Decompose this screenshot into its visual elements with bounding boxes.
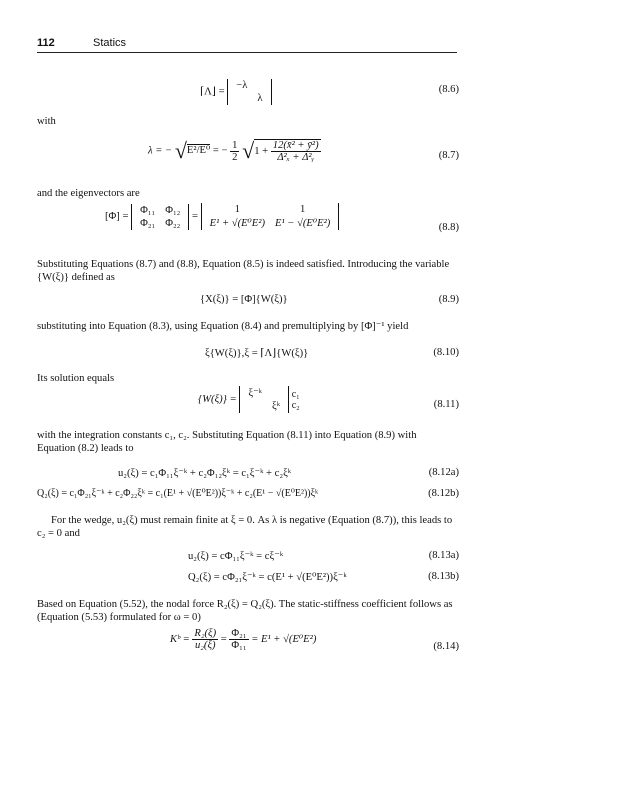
paragraph-2: substituting into Equation (8.3), using Equation (8.4) and premultiplying by [Φ]⁻¹ yield: [37, 321, 409, 332]
text-with: with: [37, 116, 56, 127]
eq88-number: (8.8): [438, 222, 459, 233]
eq86-m22: λ: [257, 93, 263, 104]
eq87-mid: = −: [212, 145, 228, 157]
eq86-number: (8.6): [438, 84, 459, 95]
equation-8-12a: u₂(ξ) = c₁Φ₁₁ξ⁻ᵏ + c₂Φ₁₂ξᵏ = c₁ξ⁻ᵏ + c₂ξᵏ: [118, 468, 292, 479]
eq88-matrix-a: Φ₁₁ Φ₁₂ Φ₂₁ Φ₂₂: [131, 204, 189, 230]
equation-8-10: ξ{W(ξ)},ξ = ⌈Λ⌋{W(ξ)}: [205, 348, 309, 359]
paragraph-5: For the wedge, u₂(ξ) must remain finite at ξ = 0. As λ is negative (Equation (8.7)), this leads to c₂ = 0 and: [37, 515, 453, 540]
eq810-number: (8.10): [433, 347, 459, 358]
eq87-lhs: λ = −: [148, 145, 173, 157]
eq87-half: $\frac{1}{2}$: [232, 139, 238, 163]
eq814-rhs: = E¹ + √(E⁰E²): [251, 633, 317, 645]
equation-8-6: [200, 79, 272, 105]
equation-8-12b: Q₂(ξ) = c₁Φ₂₁ξ⁻ᵏ + c₂Φ₂₂ξᵏ = c₁(E¹ + √(E⁰E²))ξ⁻ᵏ + c₂(E¹ − √(E⁰E²))ξᵏ: [37, 488, 319, 499]
equation-8-13b: Q₂(ξ) = cΦ₂₁ξ⁻ᵏ = c(E¹ + √(E⁰E²))ξ⁻ᵏ: [188, 572, 347, 583]
paragraph-1: Substituting Equations (8.7) and (8.8), Equation (8.5) is indeed satisfied. Introducing the variable {W(ξ)} defined as: [37, 259, 450, 284]
equation-8-7: λ = − √E²/E⁰ = − $\frac{1}{2}$ √1 + $\frac{\text{12(x̄² + ȳ²)}}{\text{Δ²ₓ + Δ²ᵧ}}$: [148, 138, 319, 163]
eq87-one-plus: 1 +: [254, 145, 269, 157]
eq812b-number: (8.12b): [428, 488, 459, 499]
header-rule: [37, 52, 457, 53]
eq813a-number: (8.13a): [428, 550, 459, 561]
eq89-number: (8.9): [438, 294, 459, 305]
eq814-lhs: Kᵇ =: [170, 633, 190, 645]
eq814-number: (8.14): [433, 641, 459, 652]
eq811-lhs: {W(ξ)} =: [198, 393, 237, 405]
eq88-matrix-b: 1 1 E¹ + √(E⁰E²) E¹ − √(E⁰E²): [201, 203, 340, 230]
eq814-frac1: $\frac{\text{R₂(ξ)}}{\text{u₂(ξ)}}$: [194, 628, 217, 651]
eq814-frac2: $\frac{\text{Φ₂₁}}{\text{Φ₁₁}}$: [231, 628, 247, 651]
eq86-lhs: ⌈Λ⌋ =: [200, 86, 225, 98]
text-eigen-intro: and the eigenvectors are: [37, 188, 140, 199]
paragraph-6: Based on Equation (5.52), the nodal force R₂(ξ) = Q₂(ξ). The static-stiffness coefficient follows as (Equation (5.53) formulated for ω = 0): [37, 599, 453, 624]
eq812a-number: (8.12a): [428, 467, 459, 478]
eq88-lhs: [Φ] =: [105, 210, 129, 222]
equation-8-11: [198, 386, 300, 413]
paragraph-4: with the integration constants c₁, c₂. Substituting Equation (8.11) into Equation (8.9) with Equation (8.2) leads to: [37, 430, 417, 455]
equation-8-14: [170, 628, 316, 651]
eq811-number: (8.11): [433, 399, 459, 410]
eq814-eq: =: [220, 633, 227, 645]
eq87-inner: $\frac{\text{12(x̄² + ȳ²)}}{\text{Δ²ₓ + Δ²ᵧ}}$: [272, 139, 319, 163]
eq811-vector: c₁ c₂: [291, 388, 300, 411]
eq86-matrix: [227, 79, 271, 105]
eq811-matrix: ξ⁻ᵏ ξᵏ: [239, 386, 289, 413]
equation-8-13a: u₂(ξ) = cΦ₁₁ξ⁻ᵏ = cξ⁻ᵏ: [188, 551, 284, 562]
eq87-root1: E²/E⁰: [186, 145, 211, 157]
running-head: Statics: [93, 37, 127, 49]
eq86-m11: −λ: [236, 80, 248, 91]
page-number: 112: [37, 37, 55, 49]
paragraph-3: Its solution equals: [37, 373, 115, 384]
eq813b-number: (8.13b): [428, 571, 459, 582]
page-header: [37, 37, 457, 53]
equation-8-8: [Φ] = Φ₁₁ Φ₁₂ Φ₂₁ Φ₂₂ = 1 1 E¹ + √(E⁰E²) E¹ − √(E⁰E²): [105, 203, 339, 230]
equation-8-9: {X(ξ)} = [Φ]{W(ξ)}: [200, 294, 288, 305]
eq87-number: (8.7): [438, 150, 459, 161]
